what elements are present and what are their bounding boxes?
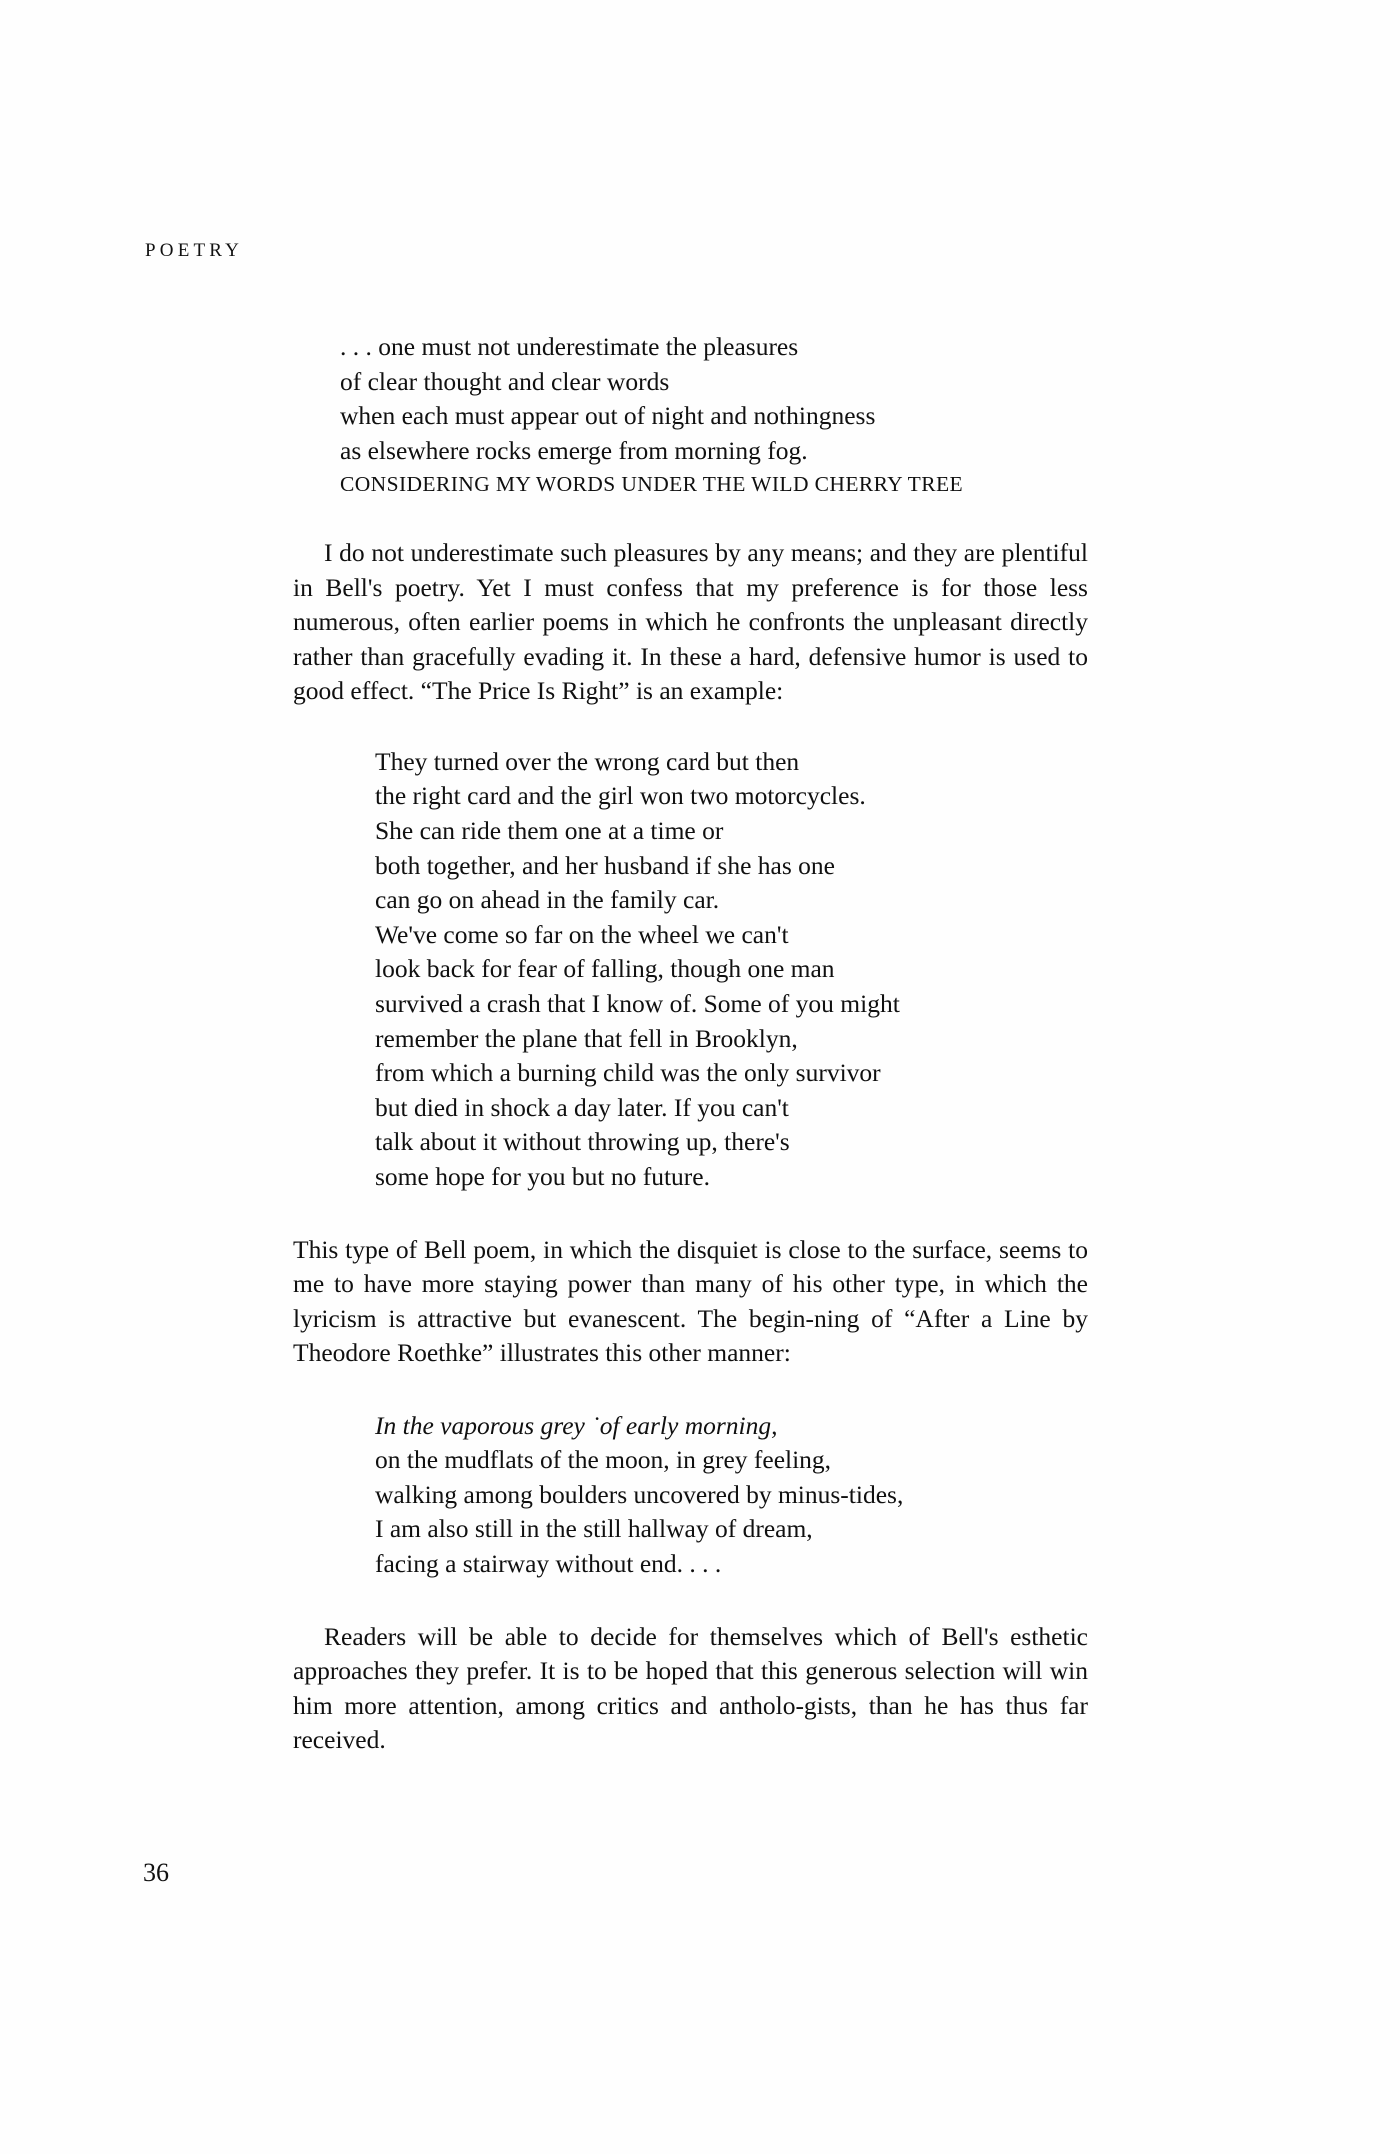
verse-line: some hope for you but no future. bbox=[375, 1162, 710, 1191]
page-number: 36 bbox=[143, 1858, 169, 1887]
verse-line: facing a stairway without end. . . . bbox=[375, 1548, 722, 1578]
verse-source-caption: CONSIDERING MY WORDS UNDER THE WILD CHERRY TREE bbox=[340, 472, 964, 497]
verse-line: on the mudflats of the moon, in grey feeling, bbox=[375, 1445, 832, 1475]
spacer bbox=[293, 1371, 1088, 1409]
spacer bbox=[293, 1195, 1088, 1233]
verse-line: from which a burning child was the only survivor bbox=[375, 1058, 881, 1088]
running-head: POETRY bbox=[145, 240, 244, 261]
verse-line: She can ride them one at a time or bbox=[375, 816, 724, 846]
verse-line: but died in shock a day later. If you can't bbox=[375, 1092, 789, 1122]
verse-line: They turned over the wrong card but then bbox=[375, 746, 800, 776]
text-column bbox=[293, 330, 1088, 1758]
verse-line: We've come so far on the wheel we can't bbox=[375, 919, 789, 949]
verse-line: walking among boulders uncovered by minus-tides, bbox=[375, 1479, 904, 1509]
verse-line: look back for fear of falling, though one man bbox=[375, 954, 835, 984]
verse-line: of clear thought and clear words bbox=[340, 366, 670, 396]
paragraph-3: Readers will be able to decide for themselves which of Bell's esthetic approaches they prefer. It is to be hoped that this generous selection will win him more attention, among critics and antholo-gists, than he has thus far received. bbox=[293, 1621, 1088, 1755]
verse-line: I am also still in the still hallway of dream, bbox=[375, 1514, 813, 1544]
verse-line: can go on ahead in the family car. bbox=[375, 885, 720, 915]
verse-block-3 bbox=[375, 1409, 1088, 1582]
spacer bbox=[293, 709, 1088, 745]
verse-line-italic: In the vaporous grey ˙of early morning, bbox=[375, 1410, 778, 1440]
verse-line: the right card and the girl won two motorcycles. bbox=[375, 781, 866, 811]
verse-line: survived a crash that I know of. Some of you might bbox=[375, 989, 900, 1019]
verse-block-1 bbox=[340, 330, 1088, 500]
verse-line: . . . one must not underestimate the pleasures bbox=[340, 332, 799, 361]
paragraph-1: I do not underestimate such pleasures by any means; and they are plentiful in Bell's poetry. Yet I must confess that my preference is for those less numerous, often earlier poems in which he confronts the unpleasant directly rather than gracefully evading it. In these a hard, defensive humor is used to good effect. “The Price Is Right” is an example: bbox=[293, 538, 1088, 706]
verse-line: talk about it without throwing up, there's bbox=[375, 1127, 790, 1157]
spacer bbox=[293, 500, 1088, 536]
verse-block-2 bbox=[375, 745, 1088, 1195]
spacer bbox=[293, 1582, 1088, 1620]
verse-line: both together, and her husband if she has one bbox=[375, 850, 835, 880]
verse-line: remember the plane that fell in Brooklyn, bbox=[375, 1023, 798, 1053]
verse-line: as elsewhere rocks emerge from morning fog. bbox=[340, 435, 808, 465]
verse-line: when each must appear out of night and nothingness bbox=[340, 401, 876, 431]
paragraph-2: This type of Bell poem, in which the disquiet is close to the surface, seems to me to have more staying power than many of his other type, in which the lyricism is attractive but evanescent. The begin-ning of “After a Line by Theodore Roethke” illustrates this other manner: bbox=[293, 1234, 1088, 1368]
